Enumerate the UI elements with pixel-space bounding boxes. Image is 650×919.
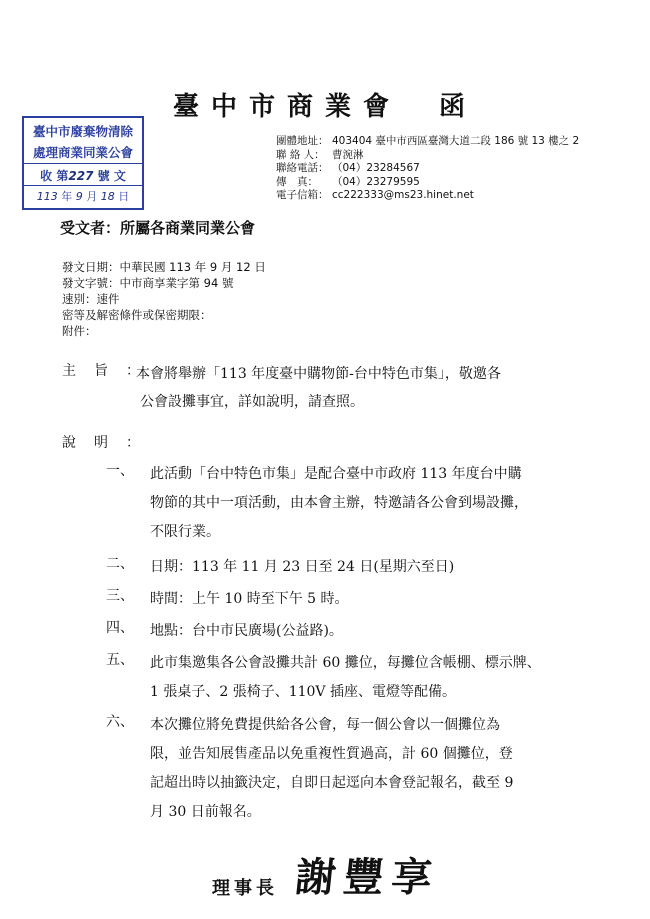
contact-fax: 傳 真： （04）23279595 [276, 175, 420, 188]
receipt-stamp [22, 116, 144, 210]
item-line: 時間：上午 10 時至下午 5 時。 [150, 591, 349, 607]
signature-title: 理事長 [212, 878, 278, 899]
item-line: 此活動「台中特色市集」是配合臺中市政府 113 年度台中購 [150, 466, 522, 482]
meta-speed: 速別：速件 [62, 292, 120, 306]
meta-security: 密等及解密條件或保密期限： [62, 308, 212, 322]
stamp-org-line1: 臺中市廢棄物清除 [32, 124, 133, 139]
item-line: 物節的其中一項活動，由本會主辦，特邀請各公會到場設攤， [150, 495, 528, 511]
item-line: 不限行業。 [150, 524, 220, 540]
item-line: 日期：113 年 11 月 23 日至 24 日(星期六至日) [150, 559, 455, 575]
stamp-receipt-number: 收 第227 號 文 [40, 169, 126, 183]
contact-block [276, 135, 579, 203]
meta-attachment: 附件： [62, 324, 97, 338]
stamp-receipt-date: 113 年 9 月 18 日 [36, 190, 130, 203]
stamp-divider [24, 163, 142, 164]
item-line: 記超出時以抽籤決定，自即日起逕向本會登記報名，截至 9 [150, 775, 514, 791]
subject-label: 主旨： [62, 363, 140, 379]
item-line: 月 30 日前報名。 [150, 804, 261, 820]
meta-doc-number: 發文字號：中市商享業字第 94 號 [62, 276, 234, 290]
contact-email: 電子信箱： cc222333@ms23.hinet.net [276, 189, 474, 201]
subject-line: 公會設攤事宜，詳如說明，請查照。 [140, 394, 364, 410]
signature-name: 謝豐享 [293, 854, 443, 901]
item-line: 1 張桌子、2 張椅子、110V 插座、電燈等配備。 [150, 684, 456, 700]
item-line: 此市集邀集各公會設攤共計 60 攤位，每攤位含帳棚、標示牌、 [150, 655, 541, 671]
document-meta [62, 259, 266, 339]
explanation-label: 說明： [62, 435, 140, 451]
contact-phone: 聯絡電話： （04）23284567 [276, 162, 420, 174]
item-line: 本次攤位將免費提供給各公會，每一個公會以一個攤位為 [150, 717, 500, 733]
subject-body [136, 360, 616, 416]
contact-address: 團體地址： 403404 臺中市西區臺灣大道二段 186 號 13 樓之 2 [276, 135, 580, 147]
item-line: 地點：台中市民廣場(公益路)。 [150, 623, 343, 639]
stamp-org-line2: 處理商業同業公會 [32, 145, 133, 160]
page-title: 臺中市商業會 函 [172, 92, 477, 122]
meta-date: 發文日期：中華民國 113 年 9 月 12 日 [62, 260, 266, 274]
contact-person: 聯 絡 人： 曹涴淋 [276, 148, 364, 161]
subject-line: 本會將舉辦「113 年度臺中購物節-台中特色市集」，敬邀各 [136, 366, 501, 382]
recipient: 受文者：所屬各商業同業公會 [60, 219, 256, 237]
stamp-divider [24, 185, 142, 186]
item-line: 限，並告知展售產品以免重複性質過高，計 60 個攤位，登 [150, 746, 513, 762]
